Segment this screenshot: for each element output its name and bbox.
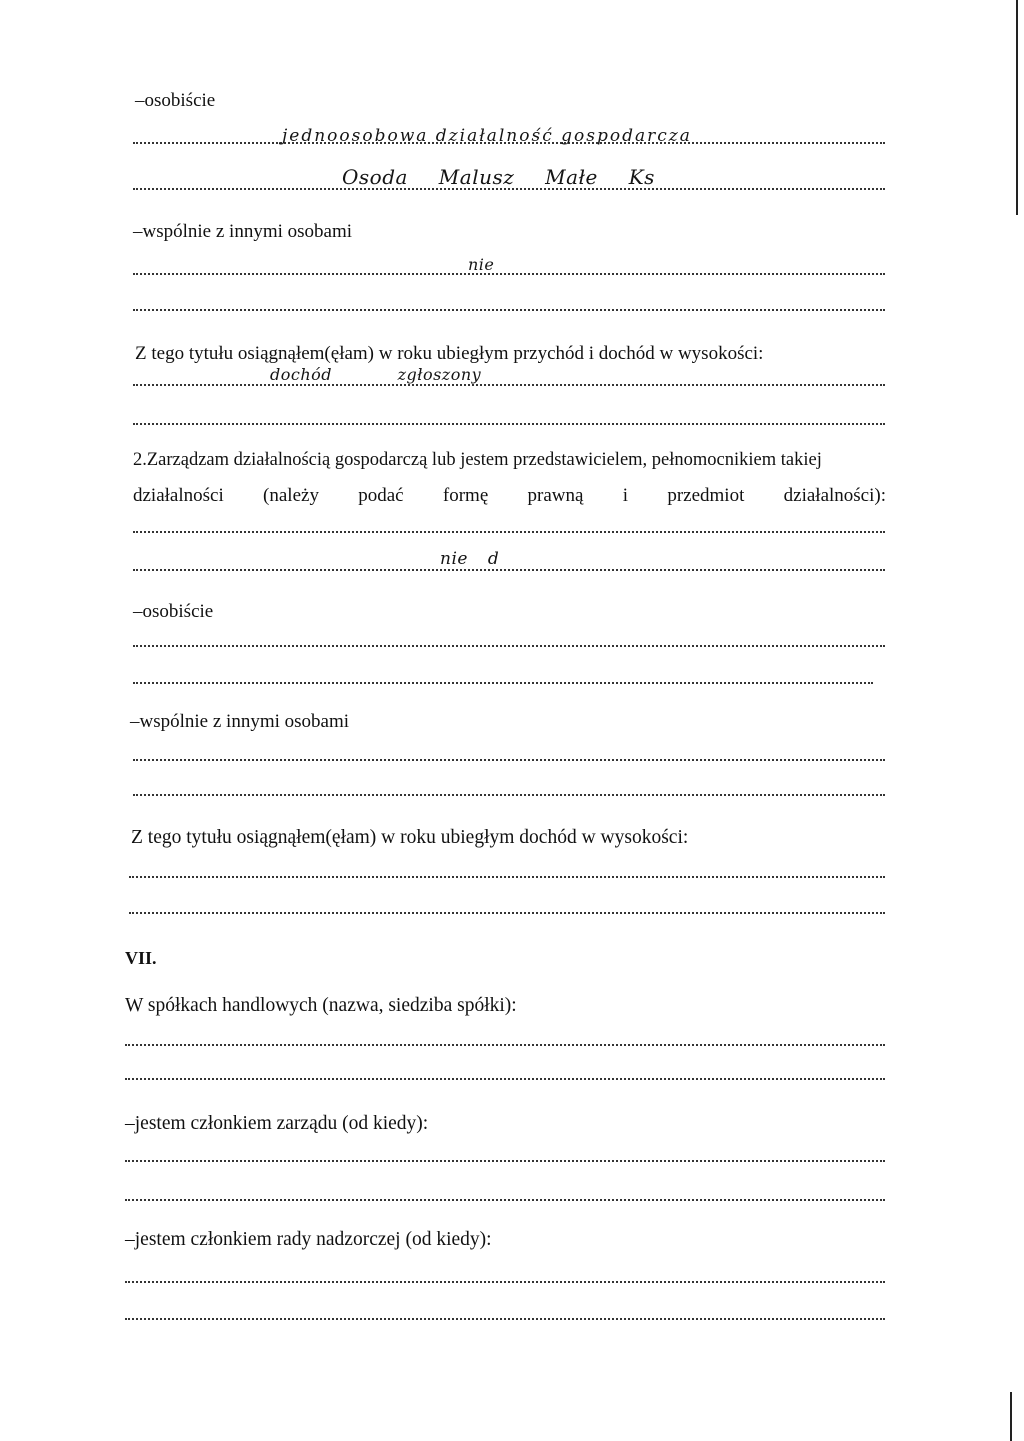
scan-edge-top bbox=[1016, 0, 1018, 215]
answer-line-19 bbox=[125, 1281, 885, 1283]
answer-line-16 bbox=[125, 1078, 885, 1080]
answer-line-4 bbox=[133, 309, 885, 311]
answer-line-18 bbox=[125, 1199, 885, 1201]
answer-line-13 bbox=[129, 876, 885, 878]
personally-label: –osobiście bbox=[135, 90, 216, 111]
answer-line-14 bbox=[129, 912, 885, 914]
personally-label-2: –osobiście bbox=[133, 601, 214, 622]
answer-line-9 bbox=[133, 645, 885, 647]
point-2-line-2: działalności (należy podać formę prawną i przedmiot działalności): bbox=[133, 485, 886, 506]
companies-text: W spółkach handlowych (nazwa, siedziba spółki): bbox=[125, 995, 517, 1016]
answer-line-6 bbox=[133, 423, 885, 425]
answer-line-3 bbox=[133, 273, 885, 275]
scan-edge-bottom bbox=[1010, 1392, 1012, 1441]
income-text-1: Z tego tytułu osiągnąłem(ęłam) w roku ubiegłym przychód i dochód w wysokości: bbox=[135, 343, 764, 364]
jointly-label-2: –wspólnie z innymi osobami bbox=[130, 711, 350, 732]
answer-line-11 bbox=[133, 759, 885, 761]
jointly-label: –wspólnie z innymi osobami bbox=[133, 221, 353, 242]
handwritten-answer-5: dochód zgłoszony bbox=[270, 365, 482, 384]
handwritten-answer-1: jednoosobowa działalność gospodarcza bbox=[282, 126, 692, 146]
point-2-line-1: 2.Zarządzam działalnością gospodarczą lub jestem przedstawicielem, pełnomocnikiem takiej bbox=[133, 450, 822, 470]
section-vii-heading: VII. bbox=[125, 948, 157, 968]
answer-line-7 bbox=[133, 531, 885, 533]
answer-line-10 bbox=[133, 682, 873, 684]
answer-line-17 bbox=[125, 1160, 885, 1162]
board-member-text: –jestem członkiem zarządu (od kiedy): bbox=[125, 1113, 429, 1134]
handwritten-answer-3: nie bbox=[468, 255, 495, 274]
handwritten-answer-8: nie d bbox=[440, 549, 500, 569]
supervisory-member-text: –jestem członkiem rady nadzorczej (od kiedy): bbox=[125, 1229, 492, 1250]
answer-line-5 bbox=[133, 384, 885, 386]
answer-line-20 bbox=[125, 1318, 885, 1320]
handwritten-answer-2: Osoda Malusz Małe Ks bbox=[342, 165, 655, 189]
answer-line-8 bbox=[133, 569, 885, 571]
answer-line-15 bbox=[125, 1044, 885, 1046]
income-text-2: Z tego tytułu osiągnąłem(ęłam) w roku ubiegłym dochód w wysokości: bbox=[131, 827, 689, 848]
answer-line-12 bbox=[133, 794, 885, 796]
